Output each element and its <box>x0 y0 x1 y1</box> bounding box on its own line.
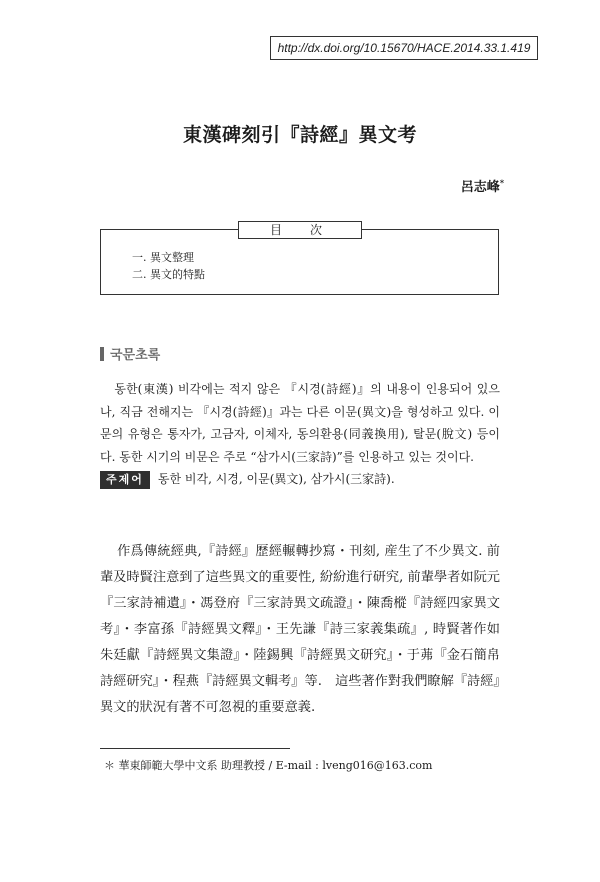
toc-item: 二. 異文的特點 <box>132 268 205 281</box>
abstract-text: 동한(東漢) 비각에는 적지 않은 『시경(詩經)』의 내용이 인용되어 있으나, 직금 전해지는 『시경(詩經)』과는 다른 이문(異文)을 형성하고 있다. 이문의 유형은 통자가, 고금자, 이체자, 동의환용(同義換用), 탈문(脫文) 등이다. 동한 시기의 비문은 주로 “삼가시(三家詩)”를 인용하고 있는 것이다. <box>100 382 500 464</box>
doi-link[interactable]: http://dx.doi.org/10.15670/HACE.2014.33.1.419 <box>270 36 538 60</box>
abstract-heading: 국문초록 <box>100 344 160 363</box>
author-footnote-mark: * <box>499 177 504 188</box>
toc-list <box>132 249 205 283</box>
keywords-text: 동한 비각, 시경, 이문(異文), 삼가시(三家詩). <box>157 472 395 486</box>
heading-bar-icon <box>100 347 104 361</box>
author-name: 呂志峰* <box>460 177 504 195</box>
toc-item: 一. 異文整理 <box>132 251 194 264</box>
keywords-row <box>100 470 500 489</box>
paper-title: 東漢碑刻引『詩經』異文考 <box>182 124 417 146</box>
footnote: ＊ 華東師範大學中文系 助理教授 / E-mail : lveng016@163.com <box>104 759 433 772</box>
keywords-label: 주제어 <box>100 471 150 489</box>
body-paragraph: 作爲傳統經典,『詩經』歷經輾轉抄寫・刊刻, 産生了不少異文. 前輩及時賢注意到了這些異文的重要性, 紛紛進行研究, 前輩學者如阮元『三家詩補遺』・馮登府『三家詩異文疏證』・陳喬樅『詩經四家異文考』・李富孫『詩經異文釋』・王先謙『詩三家義集疏』, 時賢著作如朱廷獻『詩經異文集證』・陸錫興『詩經異文研究』・于茀『金石簡帛詩經研究』・程燕『詩經異文輯考』等. 這些著作對我們瞭解『詩經』異文的狀況有著不可忽視的重要意義. <box>100 544 500 715</box>
footnote-divider <box>100 748 290 749</box>
toc-heading: 目 次 <box>238 221 362 239</box>
